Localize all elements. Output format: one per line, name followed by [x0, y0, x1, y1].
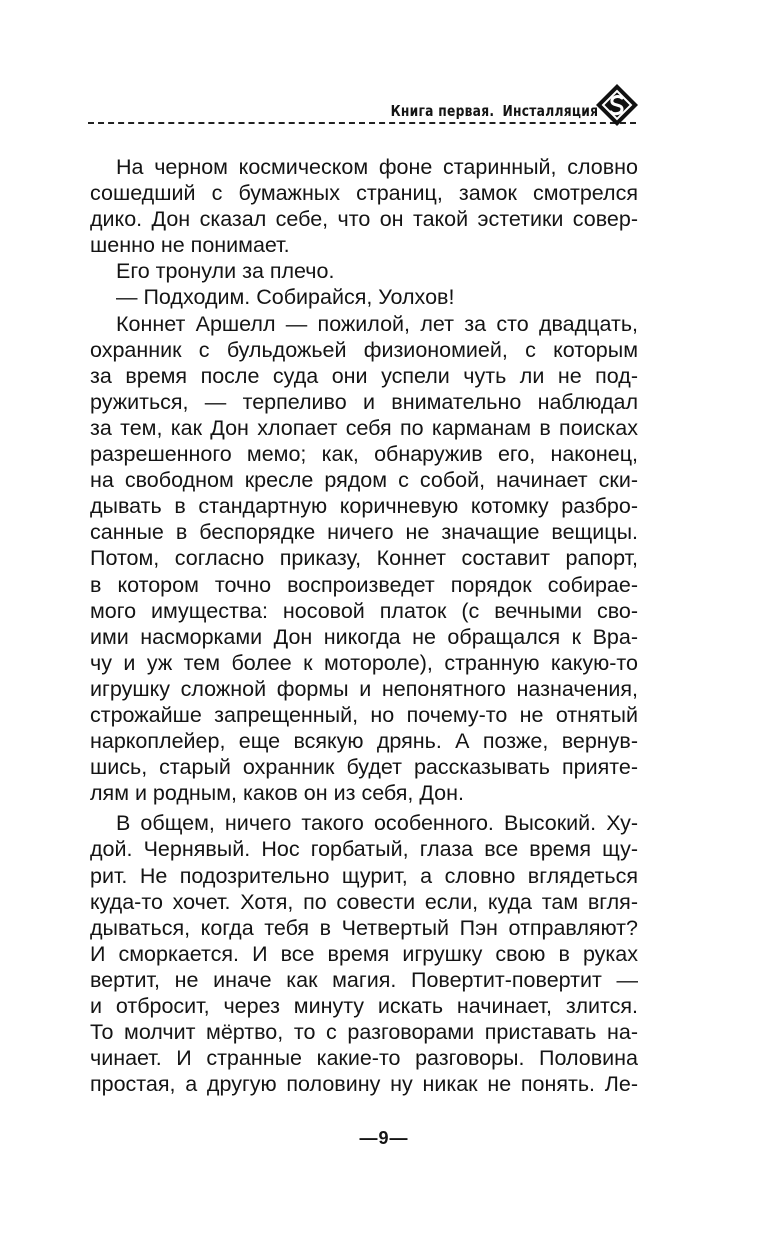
text-line: за время после суда они успели чуть ли не под-	[90, 363, 638, 388]
text-line: вертит, не иначе как магия. Повертит-повертит —	[90, 967, 638, 992]
text-line: дико. Дон сказал себе, что он такой эстетики совер-	[90, 207, 638, 232]
text-line: чинает. И странные какие-то разговоры. Половина	[90, 1046, 638, 1071]
text-line: строжайше запрещенный, но почему-то не отнятый	[90, 702, 638, 727]
text-line: простая, а другую половину ну никак не понять. Ле-	[90, 1072, 638, 1097]
running-header	[88, 82, 640, 128]
text-line: шенно не понимает.	[90, 233, 290, 258]
text-line: сошедший с бумажных страниц, замок смотрелся	[90, 181, 638, 206]
text-line: дой. Чернявый. Нос горбатый, глаза все время щу-	[90, 837, 638, 862]
text-line: куда-то хочет. Хотя, по совести если, куда там вгля-	[90, 889, 638, 914]
text-line: ими насморками Дон никогда не обращался к Вра-	[90, 624, 638, 649]
header-dashed-rule	[88, 122, 636, 124]
text-line: за тем, как Дон хлопает себя по карманам в поисках	[90, 415, 638, 440]
publisher-logo-icon	[594, 82, 640, 128]
text-line: лям и родным, каков он из себя, Дон.	[90, 781, 464, 806]
text-line: шись, старый охранник будет рассказывать прияте-	[90, 755, 638, 780]
text-line: санные в беспорядке ничего не значащие вещицы.	[90, 520, 638, 545]
text-line: В общем, ничего такого особенного. Высокий. Ху-	[116, 811, 638, 836]
text-line: Коннет Аршелл — пожилой, лет за сто двадцать,	[116, 311, 638, 336]
text-line: на свободном кресле рядом с собой, начинает ски-	[90, 468, 638, 493]
text-line: Его тронули за плечо.	[116, 259, 335, 284]
text-line: разрешенного мемо; как, обнаружив его, наконец,	[90, 442, 638, 467]
text-line: То молчит мёртво, то с разговорами приставать на-	[90, 1020, 638, 1045]
text-line: ружиться, — терпеливо и внимательно наблюдал	[90, 389, 638, 414]
page-body-text	[90, 154, 638, 1097]
header-book-part: Книга первая.	[390, 102, 495, 120]
text-line: чу и уж тем более к моторолe), странную какую-то	[90, 650, 638, 675]
text-line: Потом, согласно приказу, Коннет составит рапорт,	[90, 546, 638, 571]
text-line: мого имущества: носовой платок (с вечными сво-	[90, 598, 638, 623]
text-line: — Подходим. Собирайся, Уолхов!	[116, 285, 455, 310]
text-line: игрушку сложной формы и непонятного назначения,	[90, 676, 638, 701]
text-line: рит. Не подозрительно щурит, а словно вглядеться	[90, 863, 638, 888]
header-section-title: Инсталляция	[502, 102, 598, 120]
text-line: На черном космическом фоне старинный, словно	[116, 155, 638, 179]
header-title	[390, 102, 598, 120]
text-line: дывать в стандартную коричневую котомку разбро-	[90, 494, 638, 519]
text-line: И сморкается. И все время игрушку свою в руках	[90, 941, 638, 966]
text-line: дываться, когда тебя в Четвертый Пэн отправляют?	[90, 915, 638, 940]
text-line: в котором точно воспроизведет порядок собирае-	[90, 572, 638, 597]
text-line: и отбросит, через минуту искать начинает, злится.	[90, 994, 638, 1018]
page-number: —9—	[359, 1128, 409, 1148]
text-line: наркоплейер, еще всякую дрянь. А позже, вернув-	[90, 729, 638, 754]
text-line: охранник с бульдожьей физиономией, с которым	[90, 337, 638, 362]
